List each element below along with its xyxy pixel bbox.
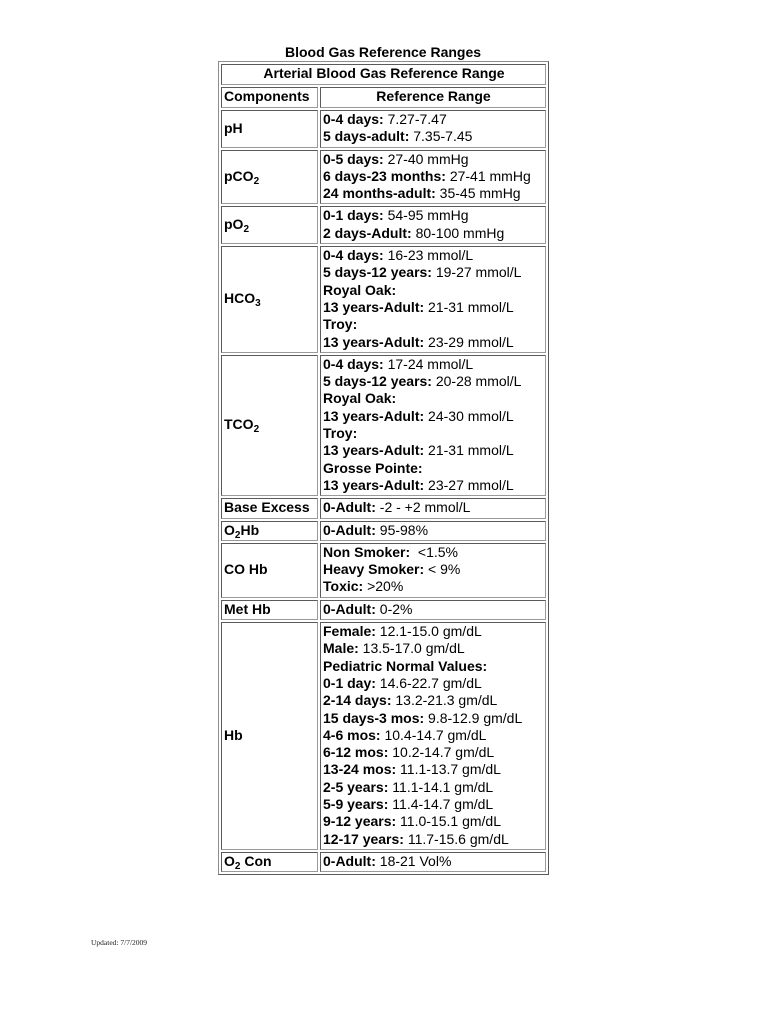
component-name xyxy=(221,150,318,205)
range-label: 5 days-adult: xyxy=(323,128,410,145)
component-name xyxy=(221,206,318,244)
component-name xyxy=(221,498,318,518)
component-name xyxy=(221,852,318,872)
range-entry xyxy=(323,561,544,578)
reference-range-header: Reference Range xyxy=(320,87,546,108)
range-value: >20% xyxy=(363,578,404,595)
updated-note: Updated: 7/7/2009 xyxy=(91,938,148,947)
component-label: Met Hb xyxy=(224,600,271,617)
reference-range xyxy=(320,543,546,598)
components-header: Components xyxy=(221,87,318,108)
component-label: O xyxy=(224,521,235,538)
component-label: CO Hb xyxy=(224,561,268,578)
component-subscript: 2 xyxy=(253,175,260,187)
range-entry xyxy=(323,477,544,494)
range-entry xyxy=(323,316,544,333)
table-row xyxy=(221,110,546,148)
reference-range xyxy=(320,622,546,850)
range-label: Female: xyxy=(323,623,376,640)
range-label: 0-4 days: xyxy=(323,111,384,127)
range-value: 7.35-7.45 xyxy=(409,128,473,145)
range-label: 2-14 days: xyxy=(323,692,392,709)
range-value: 14.6-22.7 gm/dL xyxy=(375,674,482,691)
table-caption: Arterial Blood Gas Reference Range xyxy=(221,64,546,85)
component-suffix: Con xyxy=(240,852,272,869)
range-label: Non Smoker: xyxy=(323,543,411,560)
range-entry xyxy=(323,853,544,870)
reference-range-table xyxy=(218,61,549,875)
range-label: 0-Adult: xyxy=(323,499,376,516)
component-name xyxy=(221,355,318,496)
component-name xyxy=(221,246,318,353)
range-entry xyxy=(323,207,544,224)
component-name xyxy=(221,110,318,148)
range-label: 0-1 days: xyxy=(323,207,384,224)
component-label: pCO xyxy=(224,167,254,184)
table-row xyxy=(221,355,546,496)
reference-range xyxy=(320,246,546,353)
table-row xyxy=(221,543,546,598)
table-caption-row xyxy=(221,64,546,85)
reference-range xyxy=(320,206,546,244)
range-label: 0-1 day: xyxy=(323,674,376,691)
range-label: 5-9 years: xyxy=(323,795,389,812)
range-value: 21-31 mmol/L xyxy=(424,442,514,459)
table-row xyxy=(221,246,546,353)
range-entry xyxy=(323,128,544,145)
range-entry xyxy=(323,299,544,316)
range-value: 13.5-17.0 gm/dL xyxy=(358,640,465,657)
range-label: 0-Adult: xyxy=(323,852,376,869)
range-value: 11.4-14.7 gm/dL xyxy=(388,795,494,812)
range-entry xyxy=(323,601,544,618)
range-value: 13.2-21.3 gm/dL xyxy=(391,692,498,709)
table-header-row xyxy=(221,87,546,108)
component-label: Base Excess xyxy=(224,499,310,516)
range-label: 0-4 days: xyxy=(323,247,384,264)
range-entry xyxy=(323,640,544,657)
component-suffix: Hb xyxy=(240,521,260,538)
range-value: -2 - +2 mmol/L xyxy=(375,499,471,516)
reference-range xyxy=(320,355,546,496)
range-value: 19-27 mmol/L xyxy=(431,264,522,281)
reference-range xyxy=(320,150,546,205)
range-entry xyxy=(323,247,544,264)
range-value: 27-40 mmHg xyxy=(383,150,469,167)
range-label: 6-12 mos: xyxy=(323,744,389,761)
range-label: Royal Oak: xyxy=(323,281,397,298)
range-label: 13 years-Adult: xyxy=(323,407,425,424)
range-label: Pediatric Normal Values: xyxy=(323,657,488,674)
range-entry xyxy=(323,442,544,459)
range-label: Troy: xyxy=(323,425,358,442)
range-value: < 9% xyxy=(424,561,461,578)
range-entry xyxy=(323,373,544,390)
range-entry xyxy=(323,282,544,299)
component-name xyxy=(221,622,318,850)
range-value: 23-29 mmol/L xyxy=(424,333,514,350)
table-row xyxy=(221,521,546,541)
range-label: 13-24 mos: xyxy=(323,761,397,778)
range-label: 0-Adult: xyxy=(323,521,376,538)
range-entry xyxy=(323,710,544,727)
range-entry xyxy=(323,727,544,744)
range-entry xyxy=(323,578,544,595)
range-value: 12.1-15.0 gm/dL xyxy=(375,623,482,640)
range-entry xyxy=(323,264,544,281)
range-label: Grosse Pointe: xyxy=(323,459,423,476)
range-value: 24-30 mmol/L xyxy=(424,407,514,424)
range-entry xyxy=(323,522,544,539)
component-name xyxy=(221,543,318,598)
table-row xyxy=(221,622,546,850)
range-value: 10.4-14.7 gm/dL xyxy=(380,726,487,743)
range-entry xyxy=(323,408,544,425)
range-value: 18-21 Vol% xyxy=(375,852,452,869)
range-label: 4-6 mos: xyxy=(323,726,381,743)
range-label: 9-12 years: xyxy=(323,813,397,830)
range-value: 16-23 mmol/L xyxy=(383,247,474,264)
range-entry xyxy=(323,460,544,477)
range-value: 11.0-15.1 gm/dL xyxy=(396,813,501,830)
range-label: 2-5 years: xyxy=(323,778,389,795)
table-row xyxy=(221,498,546,518)
range-entry xyxy=(323,185,544,202)
range-label: 5 days-12 years: xyxy=(323,373,432,390)
component-subscript: 2 xyxy=(234,860,241,872)
range-entry xyxy=(323,779,544,796)
range-entry xyxy=(323,544,544,561)
range-entry xyxy=(323,425,544,442)
range-entry xyxy=(323,225,544,242)
range-value: 10.2-14.7 gm/dL xyxy=(388,744,495,761)
component-name xyxy=(221,600,318,620)
range-value: 95-98% xyxy=(375,521,429,538)
component-label: HCO xyxy=(224,290,256,307)
range-value: <1.5% xyxy=(410,543,458,560)
range-value: 23-27 mmol/L xyxy=(424,476,514,493)
component-label: Hb xyxy=(224,726,243,743)
range-entry xyxy=(323,623,544,640)
range-label: Royal Oak: xyxy=(323,390,397,407)
range-label: 13 years-Adult: xyxy=(323,333,425,350)
range-entry xyxy=(323,334,544,351)
range-label: Toxic: xyxy=(323,578,364,595)
range-entry xyxy=(323,111,544,128)
range-value: 11.1-14.1 gm/dL xyxy=(388,778,494,795)
component-label: O xyxy=(224,852,235,869)
range-value: 7.27-7.47 xyxy=(383,111,447,127)
range-value: 0-2% xyxy=(375,600,413,617)
range-label: 0-5 days: xyxy=(323,150,384,167)
range-label: Troy: xyxy=(323,316,358,333)
range-value: 21-31 mmol/L xyxy=(424,298,514,315)
range-entry xyxy=(323,831,544,848)
component-subscript: 3 xyxy=(255,298,261,310)
reference-range xyxy=(320,852,546,872)
range-entry xyxy=(323,813,544,830)
component-label: pO xyxy=(224,216,244,233)
range-entry xyxy=(323,658,544,675)
range-label: 13 years-Adult: xyxy=(323,442,425,459)
range-value: 20-28 mmol/L xyxy=(431,373,522,390)
component-subscript: 2 xyxy=(243,224,250,236)
range-label: 15 days-3 mos: xyxy=(323,709,425,726)
page-title: Blood Gas Reference Ranges xyxy=(284,44,482,60)
range-value: 17-24 mmol/L xyxy=(383,355,474,372)
range-value: 11.7-15.6 gm/dL xyxy=(403,830,509,847)
range-value: 11.1-13.7 gm/dL xyxy=(396,761,501,778)
range-entry xyxy=(323,356,544,373)
table-row xyxy=(221,852,546,872)
reference-range xyxy=(320,110,546,148)
range-label: 5 days-12 years: xyxy=(323,264,432,281)
range-label: Male: xyxy=(323,640,359,657)
range-label: 0-4 days: xyxy=(323,355,384,372)
table-row xyxy=(221,150,546,205)
reference-range xyxy=(320,600,546,620)
reference-range xyxy=(320,498,546,518)
range-label: 6 days-23 months: xyxy=(323,167,446,184)
range-value: 35-45 mmHg xyxy=(435,185,521,202)
range-label: 2 days-Adult: xyxy=(323,224,412,241)
range-value: 54-95 mmHg xyxy=(383,207,469,224)
range-entry xyxy=(323,761,544,778)
range-label: 24 months-adult: xyxy=(323,185,436,202)
range-label: 0-Adult: xyxy=(323,600,376,617)
range-value: 9.8-12.9 gm/dL xyxy=(424,709,523,726)
range-entry xyxy=(323,499,544,516)
table-row xyxy=(221,600,546,620)
range-label: 13 years-Adult: xyxy=(323,298,425,315)
table-row xyxy=(221,206,546,244)
component-subscript: 2 xyxy=(234,529,241,541)
range-entry xyxy=(323,390,544,407)
range-label: 12-17 years: xyxy=(323,830,404,847)
range-label: Heavy Smoker: xyxy=(323,561,425,578)
range-entry xyxy=(323,675,544,692)
range-entry xyxy=(323,744,544,761)
range-value: 80-100 mmHg xyxy=(411,224,505,241)
component-label: pH xyxy=(224,119,243,136)
range-label: 13 years-Adult: xyxy=(323,476,425,493)
range-value: 27-41 mmHg xyxy=(445,167,531,184)
component-name xyxy=(221,521,318,541)
range-entry xyxy=(323,692,544,709)
range-entry xyxy=(323,168,544,185)
component-subscript: 2 xyxy=(253,424,260,436)
range-entry xyxy=(323,151,544,168)
component-label: TCO xyxy=(224,416,254,433)
reference-range xyxy=(320,521,546,541)
range-entry xyxy=(323,796,544,813)
